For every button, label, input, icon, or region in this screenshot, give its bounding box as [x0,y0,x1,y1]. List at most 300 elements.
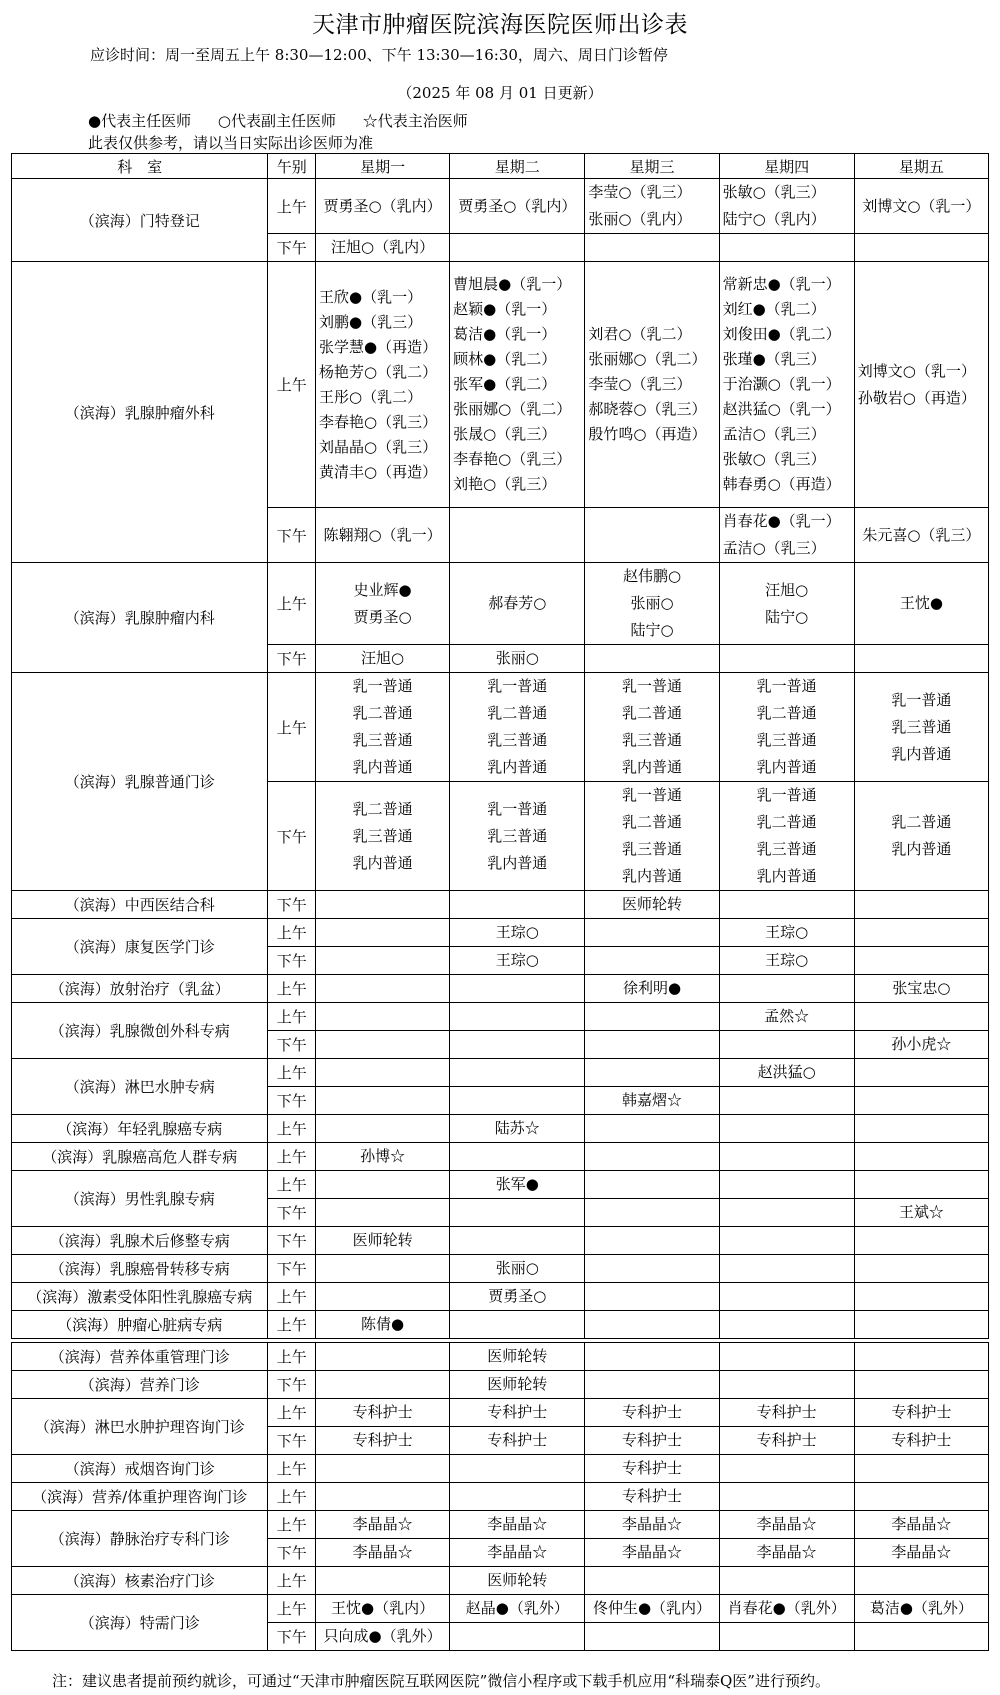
schedule-cell-wednesday [585,1455,719,1483]
schedule-cell-friday [854,262,988,508]
doctor-entry: 乳三普通 [487,826,548,845]
doctor-entry: 李晶晶☆ [756,1515,817,1533]
doctor-entry: 赵颖●（乳一） [453,300,557,318]
period-label: 下午 [268,1623,316,1651]
schedule-cell-tuesday [450,1031,585,1059]
schedule-cell-thursday [719,179,854,234]
doctor-entry: 乳二普通 [891,813,952,831]
doctor-entry: 张敏○（乳三） [722,183,826,201]
schedule-cell-tuesday [450,1255,585,1283]
schedule-cell-monday [316,645,450,673]
schedule-cell-tuesday [450,1595,585,1623]
doctor-entry: 专科护士 [891,1431,952,1449]
doctor-entry: 乳一普通 [621,677,682,695]
doctor-entry: 孟洁○（乳三） [722,539,826,557]
department-name: （滨海）中西医结合科 [12,891,268,919]
doctor-entry: 医师轮转 [352,1231,413,1249]
schedule-cell-monday [316,1511,450,1539]
doctor-entry: 张军●（乳二） [453,375,557,393]
schedule-cell-monday [316,673,450,782]
department-name: （滨海）激素受体阳性乳腺癌专病 [12,1283,268,1311]
department-name: （滨海）营养门诊 [12,1371,268,1399]
schedule-cell-wednesday [585,1003,719,1031]
doctor-entry: 郝春芳○ [488,594,547,612]
doctor-entry: 刘博文○（乳一） [862,196,981,215]
page-title: 天津市肿瘤医院滨海医院医师出诊表 [312,12,688,38]
schedule-cell-tuesday [450,1227,585,1255]
table-row [12,1399,989,1427]
schedule-cell-wednesday [585,782,719,891]
doctor-entry: 王欣●（乳一） [319,287,423,306]
schedule-cell-wednesday [585,1427,719,1455]
doctor-entry: 王忱●（乳内） [331,1599,435,1617]
doctor-entry: 王琮○ [765,923,809,941]
doctor-entry: 陆宁○ [630,621,674,639]
period-label: 上午 [268,1003,316,1031]
doctor-entry: 乳三普通 [352,731,413,749]
doctor-entry: 乳三普通 [756,731,817,749]
doctor-entry: 王忱● [899,594,943,612]
schedule-cell-wednesday [585,1087,719,1115]
doctor-entry: 韩春勇○（再造） [722,475,841,493]
doctor-entry: 医师轮转 [487,1571,548,1589]
schedule-cell-monday [316,1059,450,1087]
schedule-cell-friday [854,1227,988,1255]
doctor-entry: 专科护士 [621,1487,682,1505]
schedule-cell-monday [316,508,450,563]
schedule-cell-tuesday [450,234,585,262]
reference-note: 此表仅供参考，请以当日实际出诊医师为准 [88,134,374,152]
doctor-entry: 张学慧●（再造） [319,337,438,356]
doctor-entry: 李晶晶☆ [891,1543,952,1561]
header-wednesday: 星期三 [585,154,719,179]
table-row [12,1455,989,1483]
schedule-cell-tuesday [450,1171,585,1199]
schedule-cell-monday [316,782,450,891]
doctor-entry: 赵伟鹏○ [622,567,682,585]
doctor-entry: 于治灏○（乳一） [722,375,841,393]
doctor-entry: 王琮○ [765,951,809,969]
header-friday: 星期五 [854,154,988,179]
period-label: 下午 [268,1087,316,1115]
doctor-entry: 贾勇圣○（乳内） [458,196,577,215]
schedule-cell-friday [854,1199,988,1227]
period-label: 上午 [268,1059,316,1087]
table-row [12,563,989,645]
doctor-entry: 葛洁●（乳一） [453,325,557,343]
schedule-cell-wednesday [585,1227,719,1255]
doctor-entry: 专科护士 [621,1459,682,1477]
schedule-cell-tuesday [450,1427,585,1455]
period-label: 上午 [268,1511,316,1539]
schedule-cell-thursday [719,1343,854,1371]
doctor-entry: 乳一普通 [352,677,413,695]
doctor-entry: 常新忠●（乳一） [722,275,841,293]
table-row [12,1143,989,1171]
schedule-cell-monday [316,1539,450,1567]
schedule-cell-monday [316,1199,450,1227]
schedule-cell-friday [854,1483,988,1511]
schedule-cell-thursday [719,1399,854,1427]
schedule-cell-monday [316,563,450,645]
period-label: 上午 [268,919,316,947]
schedule-cell-tuesday [450,947,585,975]
schedule-cell-tuesday [450,1283,585,1311]
period-label: 下午 [268,782,316,891]
schedule-cell-thursday [719,1059,854,1087]
schedule-cell-tuesday [450,1143,585,1171]
schedule-cell-tuesday [450,1087,585,1115]
schedule-cell-wednesday [585,975,719,1003]
doctor-entry: 乳内普通 [891,744,952,763]
schedule-cell-monday [316,1171,450,1199]
schedule-cell-thursday [719,782,854,891]
doctor-entry: 乳内普通 [891,840,952,858]
schedule-cell-friday [854,1171,988,1199]
doctor-entry: 李晶晶☆ [487,1515,548,1533]
doctor-entry: 乳三普通 [891,717,952,736]
doctor-entry: 肖春花●（乳一） [722,512,841,530]
department-name: （滨海）年轻乳腺癌专病 [12,1115,268,1143]
schedule-cell-monday [316,179,450,234]
schedule-cell-friday [854,1059,988,1087]
schedule-cell-thursday [719,262,854,508]
schedule-cell-wednesday [585,1283,719,1311]
schedule-cell-tuesday [450,1483,585,1511]
schedule-cell-monday [316,947,450,975]
period-label: 上午 [268,1143,316,1171]
schedule-cell-monday [316,1455,450,1483]
period-label: 上午 [268,1455,316,1483]
schedule-cell-wednesday [585,508,719,563]
schedule-cell-thursday [719,1483,854,1511]
doctor-entry: 乳二普通 [756,704,817,722]
schedule-cell-friday [854,1399,988,1427]
schedule-cell-tuesday [450,1455,585,1483]
schedule-cell-tuesday [450,179,585,234]
department-name: （滨海）乳腺肿瘤内科 [12,563,268,673]
doctor-entry: 专科护士 [487,1431,548,1449]
doctor-entry: 专科护士 [756,1403,817,1421]
doctor-entry: 赵晶●（乳外） [465,1599,569,1617]
doctor-entry: 汪旭○（乳内） [331,238,435,256]
schedule-cell-wednesday [585,1539,719,1567]
doctor-entry: 乳内普通 [487,853,548,872]
schedule-cell-wednesday [585,1031,719,1059]
schedule-cell-wednesday [585,1143,719,1171]
doctor-entry: 汪旭○ [765,580,809,599]
period-label: 下午 [268,947,316,975]
period-label: 上午 [268,1595,316,1623]
schedule-cell-thursday [719,645,854,673]
schedule-cell-thursday [719,1115,854,1143]
doctor-entry: 乳一普通 [487,799,548,818]
doctor-entry: 乳一普通 [756,677,817,695]
table-row [12,1255,989,1283]
department-name: （滨海）营养/体重护理咨询门诊 [12,1483,268,1511]
period-label: 上午 [268,1343,316,1371]
schedule-cell-tuesday [450,1567,585,1595]
doctor-entry: 李晶晶☆ [621,1543,682,1561]
doctor-entry: 杨艳芳○（乳二） [319,362,438,381]
schedule-cell-friday [854,508,988,563]
schedule-cell-monday [316,1311,450,1339]
schedule-cell-friday [854,563,988,645]
doctor-entry: 史业辉● [353,580,412,599]
schedule-cell-tuesday [450,262,585,508]
schedule-cell-tuesday [450,673,585,782]
schedule-cell-thursday [719,1255,854,1283]
schedule-cell-wednesday [585,234,719,262]
doctor-entry: 专科护士 [352,1431,413,1449]
doctor-entry: 专科护士 [487,1403,548,1421]
doctor-entry: 张丽○ [630,594,674,612]
table-row [12,262,989,508]
schedule-cell-thursday [719,947,854,975]
schedule-cell-thursday [719,1283,854,1311]
schedule-cell-monday [316,1567,450,1595]
doctor-entry: 赵洪猛○ [757,1063,816,1081]
doctor-entry: 陆苏☆ [494,1119,540,1137]
doctor-entry: 专科护士 [621,1403,682,1421]
table-row [12,975,989,1003]
doctor-entry: 陈倩● [361,1315,405,1333]
schedule-cell-thursday [719,1171,854,1199]
doctor-entry: 徐利明● [622,979,682,997]
doctor-entry: 刘俊田●（乳二） [722,325,841,343]
department-name: （滨海）乳腺术后修整专病 [12,1227,268,1255]
doctor-entry: 刘博文○（乳一） [857,361,976,380]
schedule-cell-friday [854,1371,988,1399]
doctor-entry: 孙博☆ [360,1147,406,1165]
schedule-cell-wednesday [585,919,719,947]
doctor-entry: 医师轮转 [621,895,682,913]
department-name: （滨海）男性乳腺专病 [12,1171,268,1227]
doctor-entry: 张丽娜○（乳二） [453,400,572,418]
department-name: （滨海）乳腺癌骨转移专病 [12,1255,268,1283]
doctor-entry: 汪旭○ [361,649,405,667]
schedule-cell-monday [316,1483,450,1511]
table-row [12,1371,989,1399]
doctor-entry: 王斌☆ [898,1203,944,1221]
doctor-entry: 李晶晶☆ [352,1543,413,1561]
doctor-entry: 孙敬岩○（再造） [857,388,976,407]
table-row [12,673,989,782]
table-row [12,1595,989,1623]
schedule-cell-thursday [719,1455,854,1483]
schedule-cell-thursday [719,1371,854,1399]
doctor-entry: 葛洁●（乳外） [869,1599,973,1617]
period-label: 上午 [268,1483,316,1511]
period-label: 下午 [268,645,316,673]
schedule-cell-wednesday [585,179,719,234]
schedule-cell-monday [316,1371,450,1399]
schedule-cell-tuesday [450,782,585,891]
department-name: （滨海）营养体重管理门诊 [12,1343,268,1371]
schedule-cell-thursday [719,1311,854,1339]
schedule-cell-tuesday [450,1371,585,1399]
table-row [12,891,989,919]
schedule-cell-tuesday [450,508,585,563]
department-name: （滨海）淋巴水肿专病 [12,1059,268,1115]
schedule-cell-thursday [719,891,854,919]
schedule-cell-thursday [719,1143,854,1171]
doctor-entry: 贾勇圣○ [488,1287,547,1305]
schedule-cell-friday [854,1115,988,1143]
doctor-entry: 王琮○ [495,951,539,969]
schedule-cell-monday [316,1343,450,1371]
table-row [12,1171,989,1199]
department-name: （滨海）康复医学门诊 [12,919,268,975]
schedule-cell-tuesday [450,1511,585,1539]
schedule-cell-friday [854,1143,988,1171]
header-monday: 星期一 [316,154,450,179]
table-row [12,1003,989,1031]
schedule-cell-wednesday [585,1623,719,1651]
doctor-entry: 孟洁○（乳三） [722,425,826,443]
doctor-entry: 王琮○ [495,923,539,941]
doctor-entry: 专科护士 [621,1431,682,1449]
period-label: 上午 [268,1567,316,1595]
period-label: 下午 [268,1199,316,1227]
doctor-entry: 佟仲生●（乳内） [592,1599,712,1617]
department-name: （滨海）肿瘤心脏病专病 [12,1311,268,1339]
table-row [12,1343,989,1371]
schedule-cell-friday [854,1031,988,1059]
schedule-cell-thursday [719,1567,854,1595]
department-name: （滨海）乳腺癌高危人群专病 [12,1143,268,1171]
schedule-cell-wednesday [585,1199,719,1227]
table-header-row [12,154,989,179]
schedule-cell-tuesday [450,1399,585,1427]
schedule-cell-friday [854,1511,988,1539]
header-thursday: 星期四 [719,154,854,179]
doctor-entry: 贾勇圣○（乳内） [323,196,442,215]
schedule-cell-tuesday [450,1623,585,1651]
doctor-entry: 乳二普通 [621,813,682,831]
doctor-entry: 陆宁○ [765,607,809,626]
department-name: （滨海）乳腺微创外科专病 [12,1003,268,1059]
schedule-cell-wednesday [585,1511,719,1539]
period-label: 上午 [268,673,316,782]
schedule-cell-wednesday [585,1171,719,1199]
period-label: 上午 [268,1283,316,1311]
doctor-entry: 张丽○ [495,1259,539,1277]
doctor-entry: 乳三普通 [621,840,682,858]
table-row [12,1567,989,1595]
period-label: 下午 [268,508,316,563]
schedule-cell-thursday [719,673,854,782]
doctor-entry: 张敏○（乳三） [722,450,826,468]
doctor-entry: 李春艳○（乳三） [453,450,572,468]
doctor-entry: 乳内普通 [756,867,817,885]
schedule-cell-friday [854,975,988,1003]
header-tuesday: 星期二 [450,154,585,179]
legend-chief-physician: ●代表主任医师 [88,112,192,130]
schedule-cell-monday [316,1143,450,1171]
doctor-entry: 李晶晶☆ [621,1515,682,1533]
schedule-cell-friday [854,1427,988,1455]
schedule-cell-friday [854,234,988,262]
doctor-entry: 乳一普通 [487,677,548,695]
schedule-table-nursing [11,1342,989,1651]
schedule-cell-wednesday [585,1371,719,1399]
schedule-cell-monday [316,1399,450,1427]
period-label: 下午 [268,1031,316,1059]
legend-associate-chief-physician: ○代表副主任医师 [217,112,336,130]
doctor-entry: 刘艳○（乳三） [453,475,557,493]
doctor-entry: 医师轮转 [487,1347,548,1365]
schedule-cell-thursday [719,1199,854,1227]
period-label: 下午 [268,234,316,262]
schedule-cell-monday [316,919,450,947]
period-label: 上午 [268,975,316,1003]
schedule-cell-friday [854,947,988,975]
schedule-table-main [11,153,989,1339]
schedule-cell-monday [316,975,450,1003]
schedule-cell-monday [316,1003,450,1031]
doctor-entry: 贾勇圣○ [353,607,412,626]
period-label: 上午 [268,1399,316,1427]
doctor-entry: 刘鹏●（乳三） [319,312,423,331]
schedule-cell-wednesday [585,1483,719,1511]
schedule-cell-tuesday [450,1059,585,1087]
table-row [12,179,989,234]
schedule-cell-wednesday [585,1343,719,1371]
period-label: 下午 [268,1255,316,1283]
schedule-cell-friday [854,1311,988,1339]
schedule-cell-wednesday [585,563,719,645]
table-row [12,1511,989,1539]
doctor-entry: 李晶晶☆ [487,1543,548,1561]
doctor-entry: 乳内普通 [621,758,682,776]
doctor-entry: 李莹○（乳三） [588,183,692,201]
schedule-cell-friday [854,782,988,891]
schedule-cell-friday [854,1567,988,1595]
doctor-entry: 张瑾●（乳三） [722,350,826,368]
department-name: （滨海）特需门诊 [12,1595,268,1651]
schedule-cell-thursday [719,1595,854,1623]
schedule-cell-tuesday [450,975,585,1003]
schedule-cell-monday [316,1227,450,1255]
doctor-entry: 乳内普通 [756,758,817,776]
department-name: （滨海）淋巴水肿护理咨询门诊 [12,1399,268,1455]
doctor-entry: 张丽○ [495,649,539,667]
doctor-entry: 专科护士 [756,1431,817,1449]
legend-attending-physician: ☆代表主治医师 [362,112,468,130]
doctor-entry: 专科护士 [891,1403,952,1421]
schedule-cell-monday [316,1623,450,1651]
footer-note: 注：建议患者提前预约就诊，可通过“天津市肿瘤医院互联网医院”微信小程序或下载手机应用“科瑞泰Q医”进行预约。 [52,1672,830,1690]
schedule-cell-wednesday [585,645,719,673]
schedule-cell-tuesday [450,563,585,645]
doctor-entry: 李莹○（乳三） [588,375,692,393]
doctor-entry: 顾林●（乳二） [453,350,557,368]
doctor-entry: 张晟○（乳三） [453,425,557,443]
table-row [12,1227,989,1255]
schedule-cell-wednesday [585,1595,719,1623]
doctor-entry: 乳二普通 [756,813,817,831]
schedule-cell-friday [854,891,988,919]
schedule-cell-monday [316,891,450,919]
doctor-entry: 乳内普通 [621,867,682,885]
department-name: （滨海）乳腺普通门诊 [12,673,268,891]
table-row [12,1059,989,1087]
doctor-entry: 刘晶晶○（乳三） [319,437,438,456]
schedule-cell-thursday [719,1623,854,1651]
legend [88,110,490,131]
schedule-cell-tuesday [450,1115,585,1143]
